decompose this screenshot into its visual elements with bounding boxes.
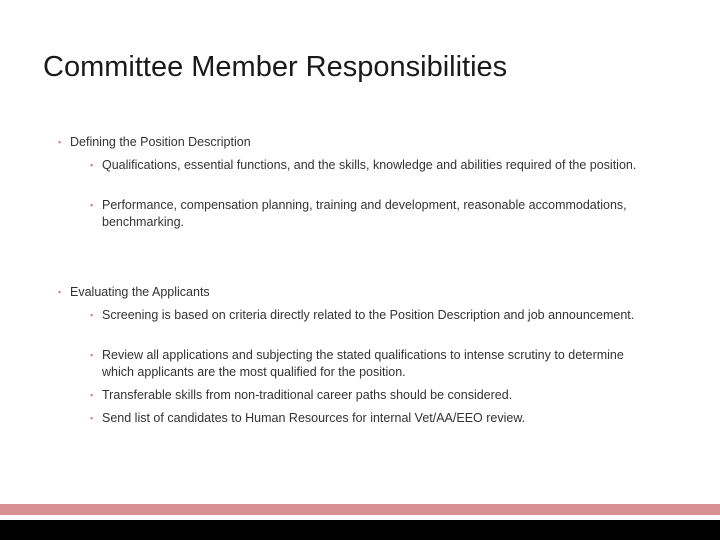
bullet-icon: ▪ xyxy=(90,200,94,210)
section-evaluating-applicants xyxy=(58,284,648,301)
bullet-icon: ▪ xyxy=(58,287,62,297)
bullet-icon: ▪ xyxy=(90,390,94,400)
list-item xyxy=(90,387,650,404)
list-item-text: Transferable skills from non-traditional career paths should be considered. xyxy=(102,388,513,402)
list-item-text: Screening is based on criteria directly related to the Position Description and job announcement. xyxy=(102,308,635,322)
list-item-text: Review all applications and subjecting the stated qualifications to intense scrutiny to determine which applicants are the most qualified for the position. xyxy=(102,348,624,379)
bullet-icon: ▪ xyxy=(90,160,94,170)
bullet-icon: ▪ xyxy=(58,137,62,147)
list-item xyxy=(90,410,650,427)
section-heading: Evaluating the Applicants xyxy=(70,285,210,299)
bullet-icon: ▪ xyxy=(90,310,94,320)
list-item xyxy=(90,307,650,324)
footer-band xyxy=(0,520,720,540)
bullet-icon: ▪ xyxy=(90,350,94,360)
list-item-text: Send list of candidates to Human Resources for internal Vet/AA/EEO review. xyxy=(102,411,526,425)
accent-footer-band xyxy=(0,504,720,515)
section-defining-position xyxy=(58,134,648,151)
section-heading: Defining the Position Description xyxy=(70,135,251,149)
list-item-text: Qualifications, essential functions, and the skills, knowledge and abilities required of the position. xyxy=(102,158,637,172)
slide-title: Committee Member Responsibilities xyxy=(43,51,508,83)
list-item-text: Performance, compensation planning, training and development, reasonable accommodations, benchmarking. xyxy=(102,198,627,229)
list-item xyxy=(90,157,650,174)
list-item xyxy=(90,347,650,381)
list-item xyxy=(90,197,650,231)
bullet-icon: ▪ xyxy=(90,413,94,423)
